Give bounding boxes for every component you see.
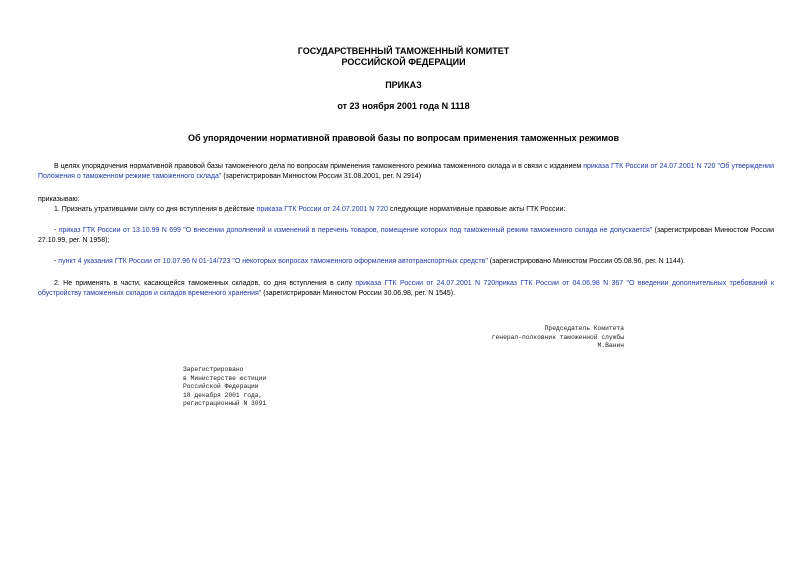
instruction-01-14-723-link[interactable]: пункт 4 указания ГТК России от 10.07.96 N 01-14/723 "О некоторых вопросах таможенного оформления автотранспортных средств": [58, 258, 488, 265]
dash-2-prefix: -: [54, 258, 59, 265]
document-type: ПРИКАЗ: [385, 80, 422, 90]
order-699-link[interactable]: приказ ГТК России от 13.10.99 N 699 "О внесении дополнений и изменений в перечень товаров, помещение которых под таможенный режим таможенного склада не допускается": [58, 227, 653, 234]
item-2-tail: (зарегистрирован Минюстом России 30.06.98, рег. N 1545).: [261, 290, 456, 297]
registration-line-3: Российской Федерации: [183, 383, 259, 391]
item-1-text: 1. Признать утратившими силу со дня вступления в действие: [54, 206, 257, 213]
item-1-tail: следующие нормативные правовые акты ГТК России:: [387, 206, 566, 213]
dash-1-prefix: -: [54, 227, 59, 234]
registration-block: [183, 366, 266, 409]
repealed-act-2: [38, 257, 774, 267]
registration-line-1: Зарегистрировано: [183, 366, 244, 373]
preamble-text: В целях упорядочения нормативной правовой базы таможенного дела по вопросам применения таможенного режима таможенного склада и в связи с изданием: [54, 163, 584, 170]
registration-line-2: в Министерстве юстиции: [183, 374, 267, 382]
dash-2-tail: (зарегистрировано Минюстом России 05.08.96, рег. N 1144).: [487, 258, 685, 265]
order-720-link[interactable]: приказа ГТК России от 24.07.2001 N 720 "Об утверждении Положения о таможенном режиме таможенного склада": [38, 163, 775, 180]
order-367-link[interactable]: приказ ГТК России от 04.06.98 N 367 "О введении дополнительных требований к обустройству таможенных складов и складов временного хранения": [38, 280, 774, 297]
order-word: приказываю:: [38, 196, 80, 203]
item-1-order-720-link[interactable]: приказа ГТК России от 24.07.2001 N 720: [256, 206, 388, 213]
item-2-paragraph: [38, 279, 774, 299]
signature-position: Председатель Комитета: [544, 325, 624, 332]
item-2-order-720-link[interactable]: приказа ГТК России от 24.07.2001 N 720: [355, 280, 496, 287]
registration-line-5: регистрационный N 3091: [183, 400, 267, 408]
registration-line-4: 18 декабря 2001 года,: [183, 391, 263, 399]
preamble-paragraph: [38, 162, 774, 182]
issuer-name-line1: ГОСУДАРСТВЕННЫЙ ТАМОЖЕННЫЙ КОМИТЕТ: [297, 46, 510, 56]
repealed-act-1: [38, 226, 774, 246]
signature-name: М.Ванин: [597, 342, 624, 350]
signature-block: [492, 325, 624, 351]
signature-rank: генерал-полковник таможенной службы: [491, 333, 624, 341]
item-1-paragraph: [38, 205, 774, 215]
document-title: Об упорядочении нормативной правовой базы по вопросам применения таможенных режимов: [187, 133, 620, 143]
dash-1-tail: (зарегистрирован Минюстом России 27.10.99, рег. N 1958);: [38, 227, 774, 244]
document-date-number: от 23 ноября 2001 года N 1118: [337, 101, 470, 111]
issuer-name-line2: РОССИЙСКОЙ ФЕДЕРАЦИИ: [341, 57, 466, 67]
item-2-text: 2. Не применять в части, касающейся таможенных складов, со дня вступления в силу: [54, 280, 353, 287]
preamble-tail: (зарегистрирован Минюстом России 31.08.2001, рег. N 2914): [221, 173, 422, 180]
